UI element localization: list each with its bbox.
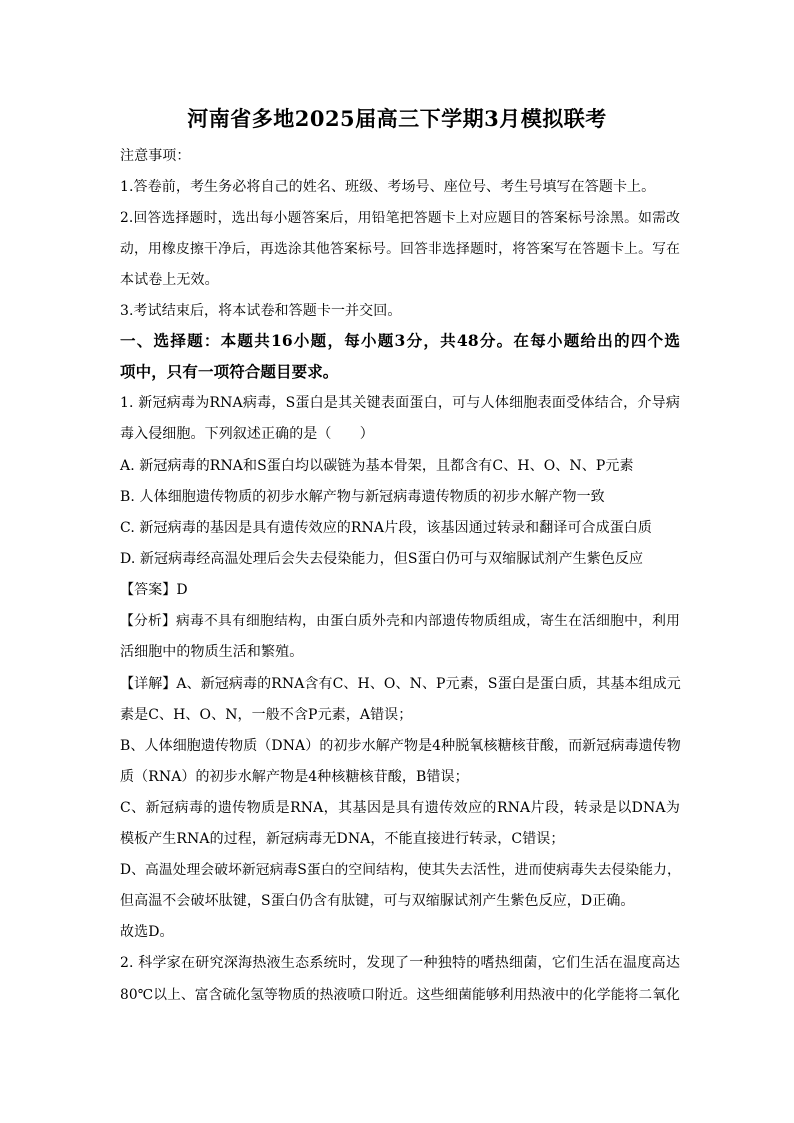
question-1-stem-cont: 毒入侵细胞。下列叙述正确的是（ ） (120, 426, 374, 442)
detail-b-cont: 质（RNA）的初步水解产物是4种核糖核苷酸，B错误； (120, 769, 469, 785)
option-c: C. 新冠病毒的基因是具有遗传效应的RNA片段，该基因通过转录和翻译可合成蛋白质 (120, 520, 653, 536)
notice-item-2-cont: 本试卷上无效。 (120, 272, 219, 288)
detail: 【详解】A、新冠病毒的RNA含有C、H、O、N、P元素，S蛋白是蛋白质，其基本组成元 (120, 676, 681, 692)
section-heading: 一、选择题：本题共16小题，每小题3分，共48分。在每小题给出的四个选 (120, 331, 680, 350)
notice-item-2: 2.回答选择题时，选出每小题答案后，用铅笔把答题卡上对应题目的答案标号涂黑。如需改 (120, 210, 680, 226)
detail-c: C、新冠病毒的遗传物质是RNA，其基因是具有遗传效应的RNA片段，转录是以DNA为 (120, 800, 680, 816)
detail-c-cont: 模板产生RNA的过程，新冠病毒无DNA，不能直接进行转录，C错误； (120, 831, 565, 847)
detail-cont: 素是C、H、O、N，一般不含P元素，A错误； (120, 707, 413, 723)
page-title: 河南省多地2025届高三下学期3月模拟联考 (187, 106, 607, 131)
notice-item-2-cont: 动，用橡皮擦干净后，再选涂其他答案标号。回答非选择题时，将答案写在答题卡上。写在 (120, 241, 680, 257)
notice-item-3: 3.考试结束后，将本试卷和答题卡一并交回。 (120, 303, 402, 319)
option-b: B. 人体细胞遗传物质的初步水解产物与新冠病毒遗传物质的初步水解产物一致 (120, 489, 605, 505)
detail-d-cont: 但高温不会破坏肽键，S蛋白仍含有肽键，可与双缩脲试剂产生紫色反应，D正确。 (120, 893, 635, 909)
detail-d: D、高温处理会破坏新冠病毒S蛋白的空间结构，使其失去活性，进而使病毒失去侵染能力， (120, 862, 681, 878)
option-d: D. 新冠病毒经高温处理后会失去侵染能力，但S蛋白仍可与双缩脲试剂产生紫色反应 (120, 551, 644, 567)
section-heading-cont: 项中，只有一项符合题目要求。 (120, 362, 339, 381)
question-2-stem-cont: 80℃以上、富含硫化氢等物质的热液喷口附近。这些细菌能够利用热液中的化学能将二氧化 (120, 987, 680, 1003)
option-a: A. 新冠病毒的RNA和S蛋白均以碳链为基本骨架，且都含有C、H、O、N、P元素 (120, 458, 634, 474)
question-1-stem: 1. 新冠病毒为RNA病毒，S蛋白是其关键表面蛋白，可与人体细胞表面受体结合，介导病 (120, 395, 680, 411)
detail-b: B、人体细胞遗传物质（DNA）的初步水解产物是4种脱氧核糖核苷酸，而新冠病毒遗传物 (120, 738, 681, 754)
conclusion: 故选D。 (120, 924, 174, 940)
answer: 【答案】D (120, 582, 188, 598)
notice-heading: 注意事项： (120, 148, 191, 164)
analysis: 【分析】病毒不具有细胞结构，由蛋白质外壳和内部遗传物质组成，寄生在活细胞中，利用 (120, 613, 680, 629)
analysis-cont: 活细胞中的物质生活和繁殖。 (120, 644, 304, 660)
question-2-stem: 2. 科学家在研究深海热液生态系统时，发现了一种独特的嗜热细菌，它们生活在温度高达 (120, 955, 680, 971)
notice-item-1: 1.答卷前，考生务必将自己的姓名、班级、考场号、座位号、考生号填写在答题卡上。 (120, 179, 656, 195)
